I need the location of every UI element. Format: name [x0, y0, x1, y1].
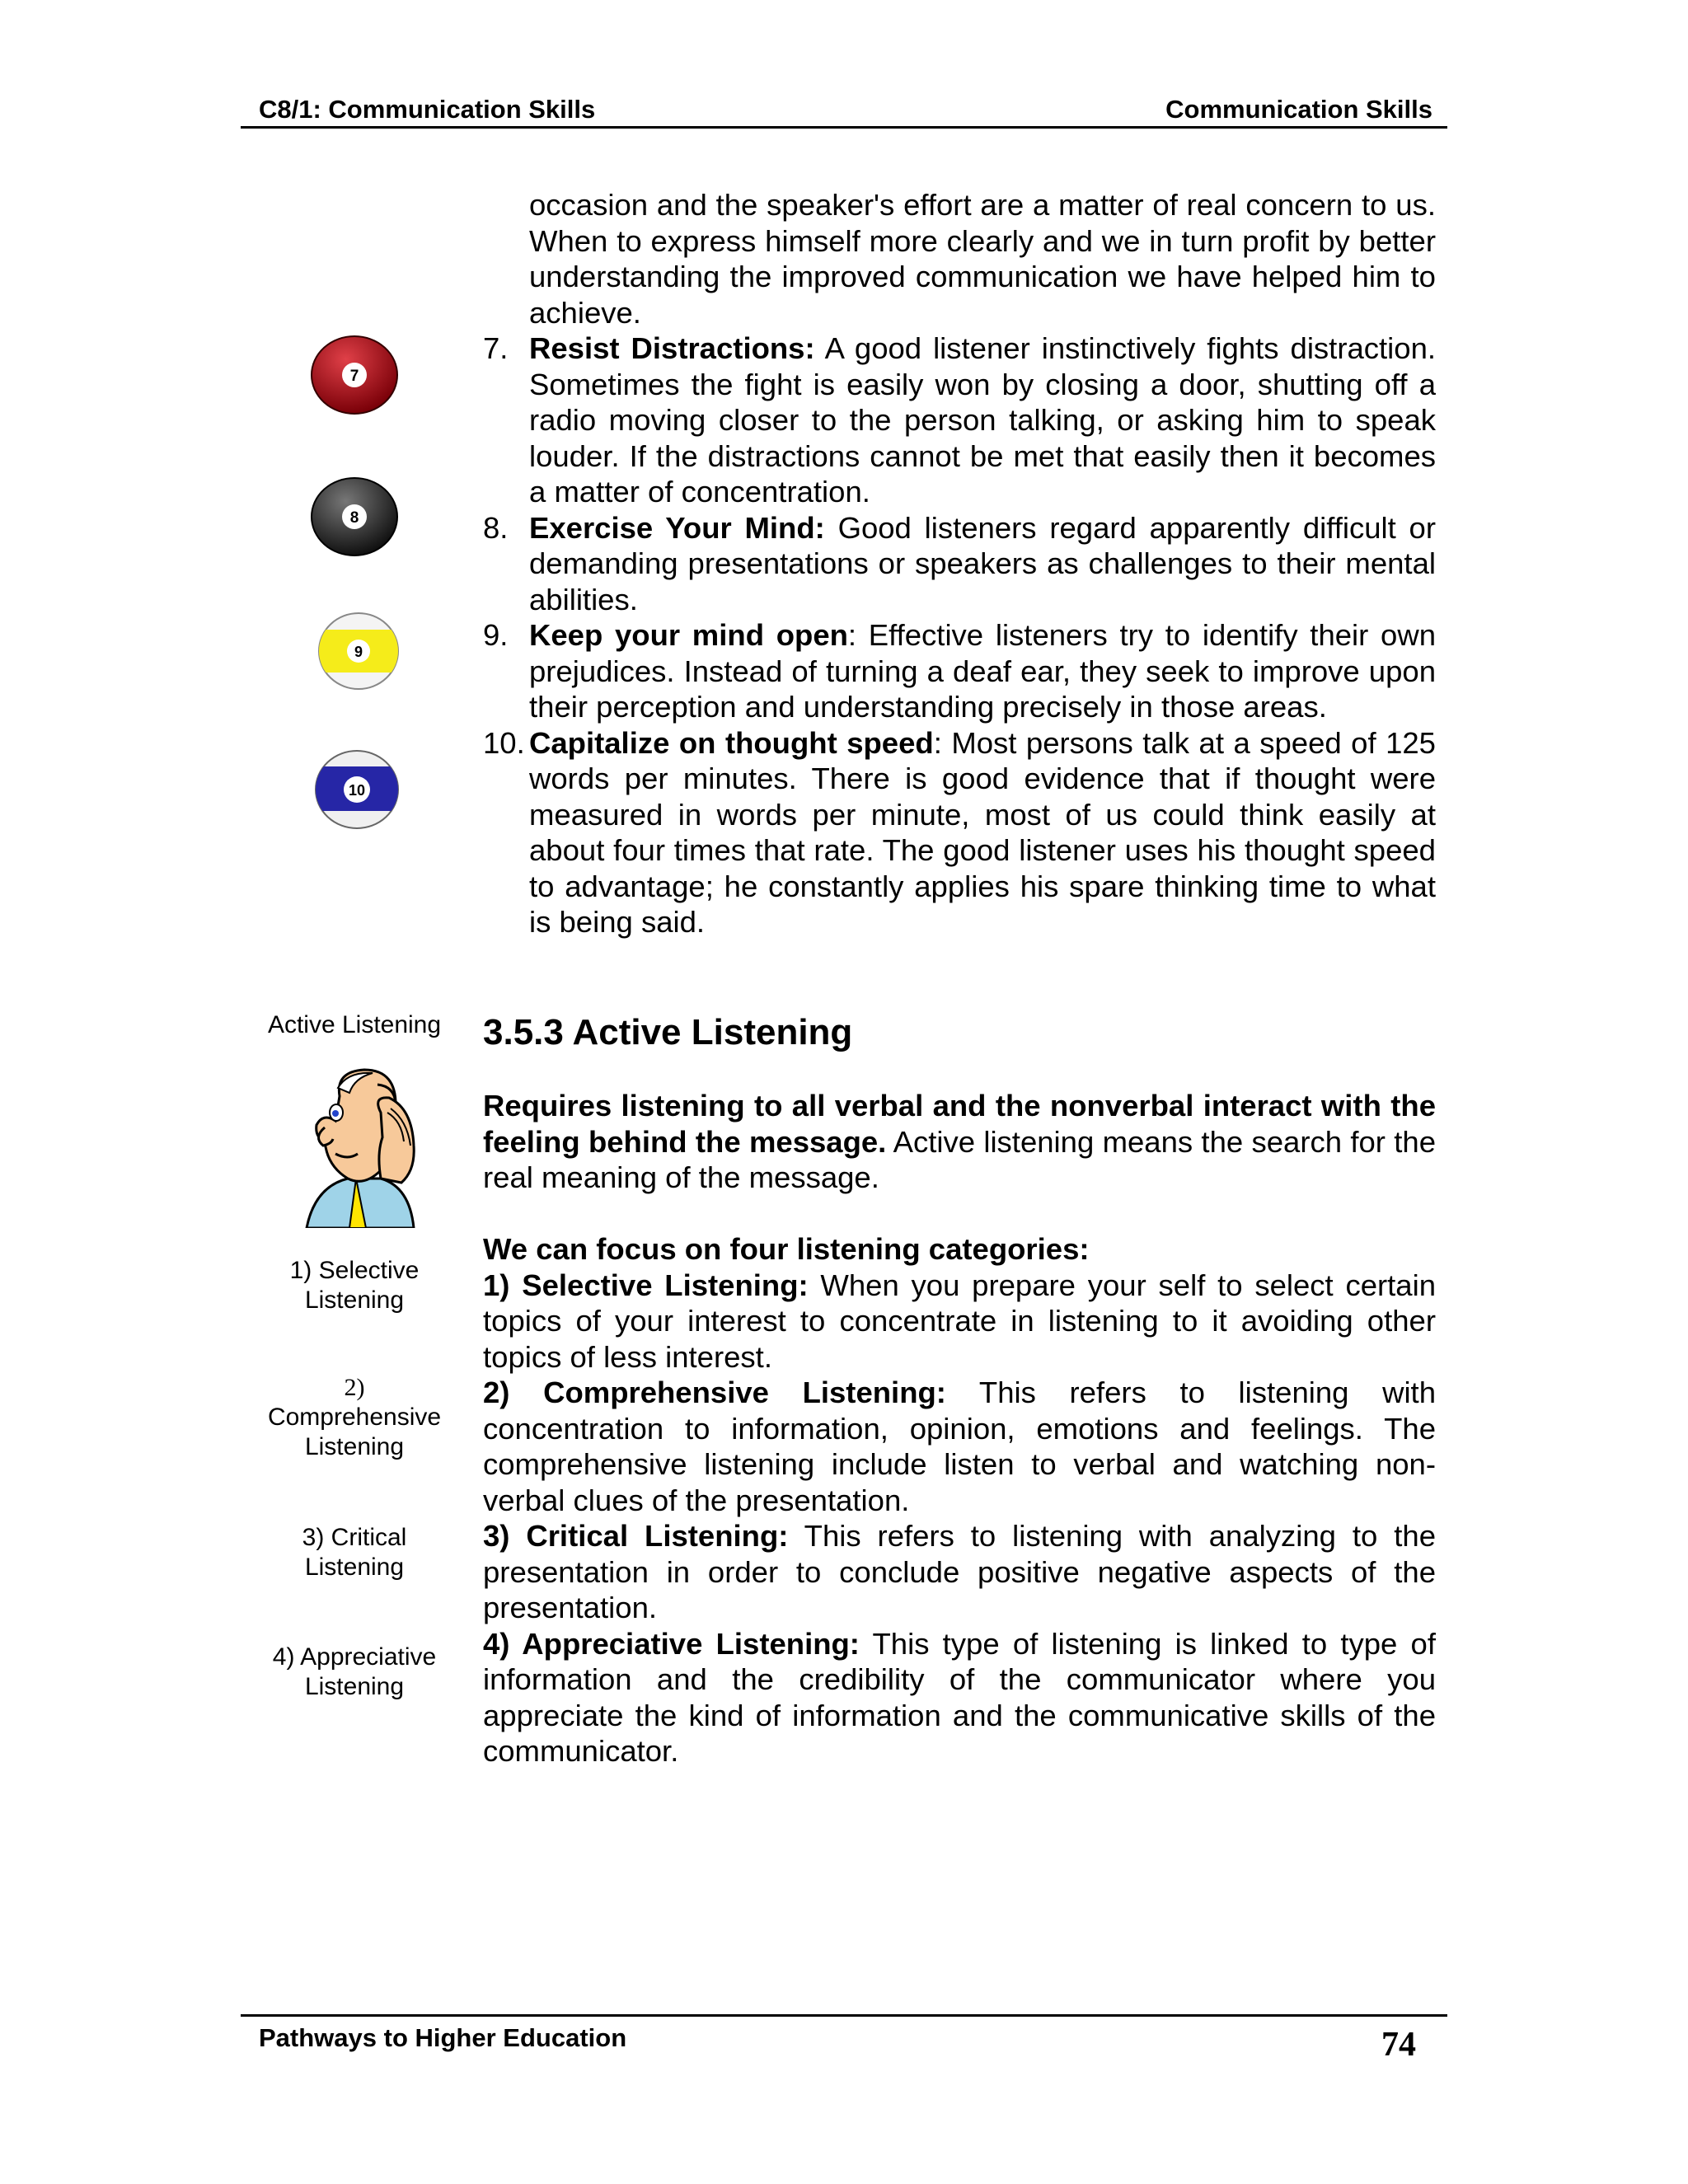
ball-number: 7 — [349, 368, 359, 385]
list-item — [483, 510, 1436, 618]
listening-categories — [483, 1231, 1436, 1769]
list-item-text — [529, 617, 1436, 725]
list-item — [483, 725, 1436, 940]
margin-label-comprehensive — [247, 1373, 462, 1462]
billiard-ball-7-icon — [309, 334, 400, 416]
header-chapter-title: Communication Skills — [1165, 95, 1432, 124]
billiard-ball-9-icon — [313, 610, 404, 692]
list-item-number: 10. — [483, 725, 525, 760]
list-item-text — [529, 510, 1436, 618]
list-item-body: Good listeners regard apparently difficult or demanding presentations or speakers as challenges to their mental abilities. — [529, 510, 1436, 616]
category-text: This type of listening is linked to type of information and the credibility of the communicator where you appreciate the kind of information and the communicative skills of the communicator. — [483, 1626, 1436, 1768]
billiard-ball-8-icon — [309, 476, 400, 558]
page-number: 74 — [1381, 2026, 1416, 2064]
page-header — [241, 93, 1447, 129]
listening-man-icon — [290, 1063, 422, 1228]
intro-bold: Requires listening to all verbal and the nonverbal interact with the feeling behind the message. — [483, 1089, 1436, 1159]
list-item — [483, 330, 1436, 510]
margin-label-active-listening: Active Listening — [267, 1011, 442, 1038]
billiard-ball-10-icon — [312, 748, 402, 831]
list-item-body: A good listener instinctively fights distraction. Sometimes the fight is easily won by closing a door, shutting off a radio moving closer to the person talking, or asking him to speak louder. If the distractions cannot be met that easily then it becomes a matter of concentration. — [529, 331, 1437, 509]
margin-label-line: Comprehensive — [267, 1404, 442, 1431]
intro-text: Active listening means the search for the real meaning of the message. — [483, 1124, 1436, 1194]
list-item-title: Capitalize on thought speed — [529, 725, 934, 760]
margin-label-line: Listening — [304, 1673, 405, 1700]
ball-number: 8 — [349, 509, 359, 527]
category-text: This refers to listening with analyzing to the presentation in order to conclude positive negative aspects of the presentation. — [483, 1519, 1436, 1624]
ball-number: 9 — [354, 644, 363, 660]
header-course-title: C8/1: Communication Skills — [259, 95, 596, 124]
list-item-number: 9. — [483, 618, 509, 652]
footer-publication: Pathways to Higher Education — [259, 2023, 627, 2052]
margin-label-selective — [247, 1256, 462, 1315]
list-item-body: : Effective listeners try to identify their own prejudices. Instead of turning a deaf ear, they seek to improve upon their perception and understanding precisely in those areas. — [529, 618, 1436, 724]
list-item-text — [529, 330, 1436, 510]
category-item — [483, 1375, 1436, 1518]
margin-label-appreciative — [247, 1643, 462, 1702]
margin-label-line: 3) Critical — [302, 1524, 407, 1551]
list-item — [483, 617, 1436, 725]
category-text: This refers to listening with concentration to information, opinion, emotions and feelings. The comprehensive listening include listen to verbal and watching non-verbal clues of the presentation. — [483, 1376, 1436, 1517]
category-title: 1) Selective Listening: — [483, 1268, 809, 1302]
list-item-title: Resist Distractions: — [529, 331, 815, 365]
active-listening-intro — [483, 1088, 1436, 1196]
list-item-number: 7. — [483, 331, 509, 365]
margin-label-line: 2) — [344, 1374, 365, 1401]
margin-label-critical — [247, 1523, 462, 1582]
category-item — [483, 1626, 1436, 1769]
category-item — [483, 1268, 1436, 1376]
ball-number: 10 — [348, 782, 366, 799]
continuation-paragraph: occasion and the speaker's effort are a matter of real concern to us. When to express himself more clearly and we in turn profit by better understanding the improved communication we have helped him to achieve. — [529, 188, 1436, 330]
list-item-text — [529, 725, 1436, 940]
list-item-title: Keep your mind open — [529, 618, 848, 652]
margin-label-line: Listening — [304, 1286, 405, 1314]
page-footer — [241, 2014, 1447, 2066]
category-item — [483, 1518, 1436, 1626]
category-text: When you prepare your self to select certain topics of your interest to concentrate in listening to it avoiding other topics of less interest. — [483, 1268, 1436, 1374]
margin-label-line: Listening — [304, 1433, 405, 1460]
category-title: 2) Comprehensive Listening: — [483, 1376, 946, 1409]
category-title: 4) Appreciative Listening: — [483, 1626, 860, 1661]
section-heading: 3.5.3 Active Listening — [483, 1012, 853, 1052]
listening-tips-list — [483, 330, 1436, 940]
list-item-number: 8. — [483, 510, 509, 545]
categories-title-text: We can focus on four listening categories: — [483, 1232, 1090, 1266]
categories-title — [483, 1231, 1436, 1268]
list-item-title: Exercise Your Mind: — [529, 510, 825, 545]
category-title: 3) Critical Listening: — [483, 1519, 789, 1553]
margin-label-line: Listening — [304, 1554, 405, 1581]
list-item-body: : Most persons talk at a speed of 125 words per minutes. There is good evidence that if thought were measured in words per minute, most of us could think easily at about four times that rate. The good listener uses his thought speed to advantage; he constantly applies his spare thinking time to what is being said. — [529, 725, 1436, 939]
margin-label-line: 1) Selective — [289, 1257, 420, 1284]
margin-label-line: 4) Appreciative — [272, 1643, 437, 1671]
